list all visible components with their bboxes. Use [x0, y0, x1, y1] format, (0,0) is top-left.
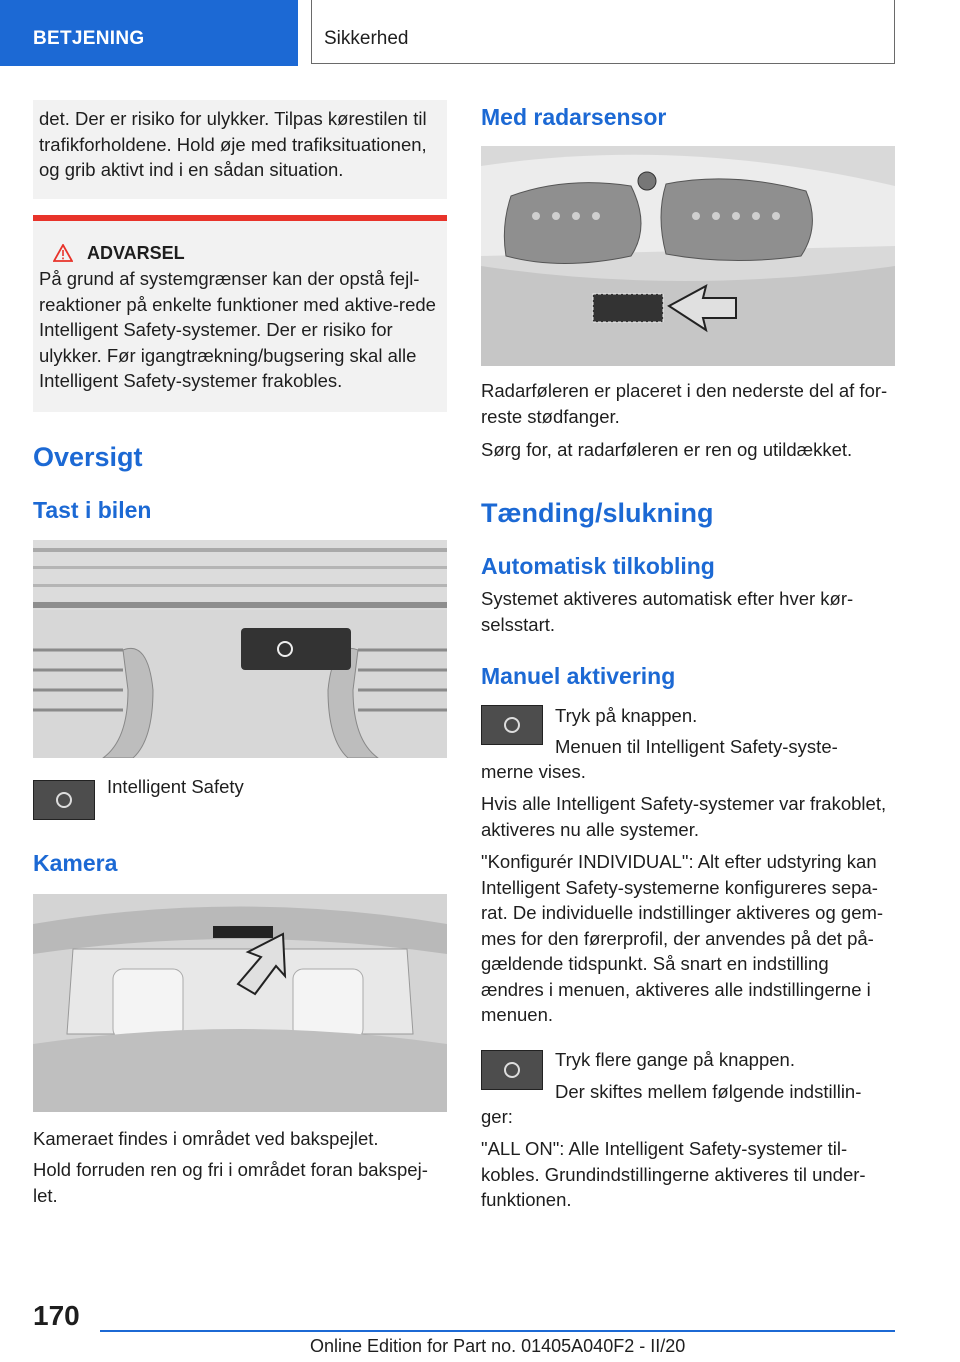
intro-box	[33, 100, 447, 199]
kamera-text-2: Hold forruden ren og fri i området foran bakspej-let.	[33, 1159, 428, 1206]
heading-kamera: Kamera	[33, 850, 118, 876]
left-column	[33, 100, 447, 412]
warning-box	[33, 215, 447, 412]
footer-edition: Online Edition for Part no. 01405A040F2 - II/20	[310, 1336, 686, 1356]
manuel-text-5: Tryk flere gange på knappen.	[555, 1049, 795, 1070]
footer-rule	[100, 1330, 895, 1332]
radar-text-1: Radarføleren er placeret i den nederste del af for-reste stødfanger.	[481, 380, 888, 427]
manuel-text-1: Tryk på knappen.	[555, 705, 698, 726]
header-chapter-tab	[311, 0, 895, 64]
kamera-text-1: Kameraet findes i området ved bakspejlet.	[33, 1128, 379, 1149]
auto-text: Systemet aktiveres automatisk efter hver kør-selsstart.	[481, 588, 854, 635]
heading-manuel: Manuel aktivering	[481, 663, 676, 689]
page-number: 170	[33, 1300, 80, 1331]
manuel-text-7: "ALL ON": Alle Intelligent Safety-systemer til-kobles. Grundindstillingerne aktiveres til under-funktionen.	[481, 1138, 866, 1210]
manuel-text-2b: merne vises.	[481, 761, 586, 782]
intelligent-safety-button-icon-2	[481, 705, 543, 745]
heading-automatisk: Automatisk tilkobling	[481, 553, 715, 579]
dashboard-button-image	[33, 540, 447, 758]
manuel-text-4: "Konfigurér INDIVIDUAL": Alt efter udstyring kan Intelligent Safety-systemerne konfigureres sepa-rat. De individuelle indstillinger aktiveres og gem-mes for den førerprofil, der anvendes på det på-gældende tidspunkt. Så snart en indstilling ændres i menuen, aktiveres alle indstillingerne i menuen.	[481, 851, 884, 1025]
warning-text: På grund af systemgrænser kan der opstå fejl-reaktioner på enkelte funktioner med aktive-rede Intelligent Safety-systemer. Der er risiko for ulykker. Før igangtrækning/bugsering skal alle Intelligent Safety-systemer frakobles.	[39, 268, 436, 391]
heading-tast-i-bilen: Tast i bilen	[33, 497, 152, 523]
camera-image	[33, 894, 447, 1112]
manuel-text-3: Hvis alle Intelligent Safety-systemer var frakoblet, aktiveres nu alle systemer.	[481, 793, 887, 840]
intro-text: det. Der er risiko for ulykker. Tilpas kørestilen til trafikforholdene. Hold øje med trafiksituationen, og grib aktivt ind i en sådan situation.	[39, 108, 427, 180]
heading-radarsensor: Med radarsensor	[481, 104, 667, 130]
manuel-text-6a: Der skiftes mellem følgende indstillin-	[555, 1081, 862, 1102]
heading-taending: Tænding/slukning	[481, 498, 714, 528]
radar-sensor-image	[481, 146, 895, 366]
heading-oversigt: Oversigt	[33, 442, 143, 472]
warning-title: ADVARSEL	[87, 242, 185, 263]
header-chapter: Sikkerhed	[324, 28, 409, 49]
warning-title-row	[39, 241, 441, 267]
header-section: BETJENING	[33, 28, 145, 49]
intelligent-safety-button-icon	[33, 780, 95, 820]
manuel-text-2a: Menuen til Intelligent Safety-syste-	[555, 736, 838, 757]
button-label: Intelligent Safety	[107, 776, 244, 797]
header-section-tab	[0, 0, 298, 66]
radar-text-2: Sørg for, at radarføleren er ren og utildækket.	[481, 439, 853, 460]
manuel-text-6b: ger:	[481, 1106, 513, 1127]
warning-triangle-icon	[53, 244, 73, 262]
intelligent-safety-button-icon-3	[481, 1050, 543, 1090]
